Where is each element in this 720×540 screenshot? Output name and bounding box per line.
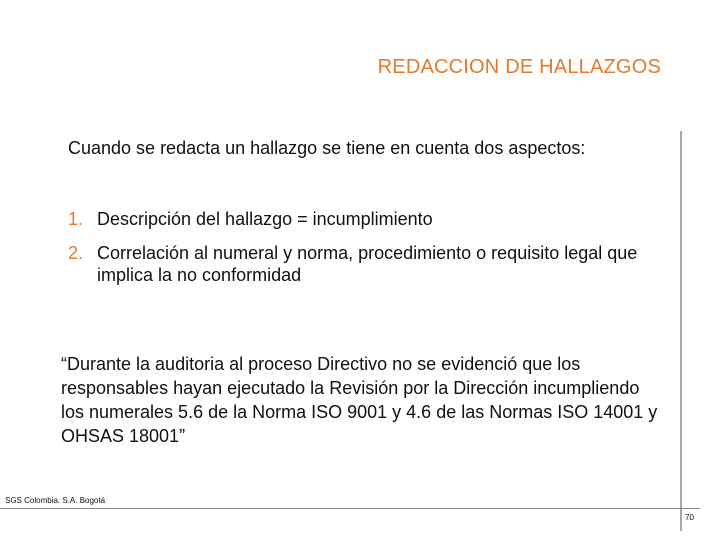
footer-divider [0,508,700,509]
list-number: 2. [68,243,84,263]
intro-text: Cuando se redacta un hallazgo se tiene en cuenta dos aspectos: [68,138,586,158]
list-item [68,242,648,286]
list-item [68,208,648,230]
page-number: 70 [685,513,694,522]
aspects-list [68,208,648,298]
slide-title: REDACCION DE HALLAZGOS [377,56,661,78]
list-item-text: Descripción del hallazgo = incumplimiento [97,209,433,229]
example-quote: “Durante la auditoria al proceso Directivo no se evidenció que los responsables hayan ejecutado la Revisión por la Dirección incumpliendo los numerales 5.6 de la Norma ISO 9001 y 4.6 de las Normas ISO 14001 y OHSAS 18001” [61,354,658,446]
list-number: 1. [68,209,84,229]
list-item-text: Correlación al numeral y norma, procedimiento o requisito legal que implica la no conformidad [97,243,638,285]
footer-company: SGS Colombia. S.A. Bogotá [5,496,106,505]
vertical-divider [680,131,682,531]
